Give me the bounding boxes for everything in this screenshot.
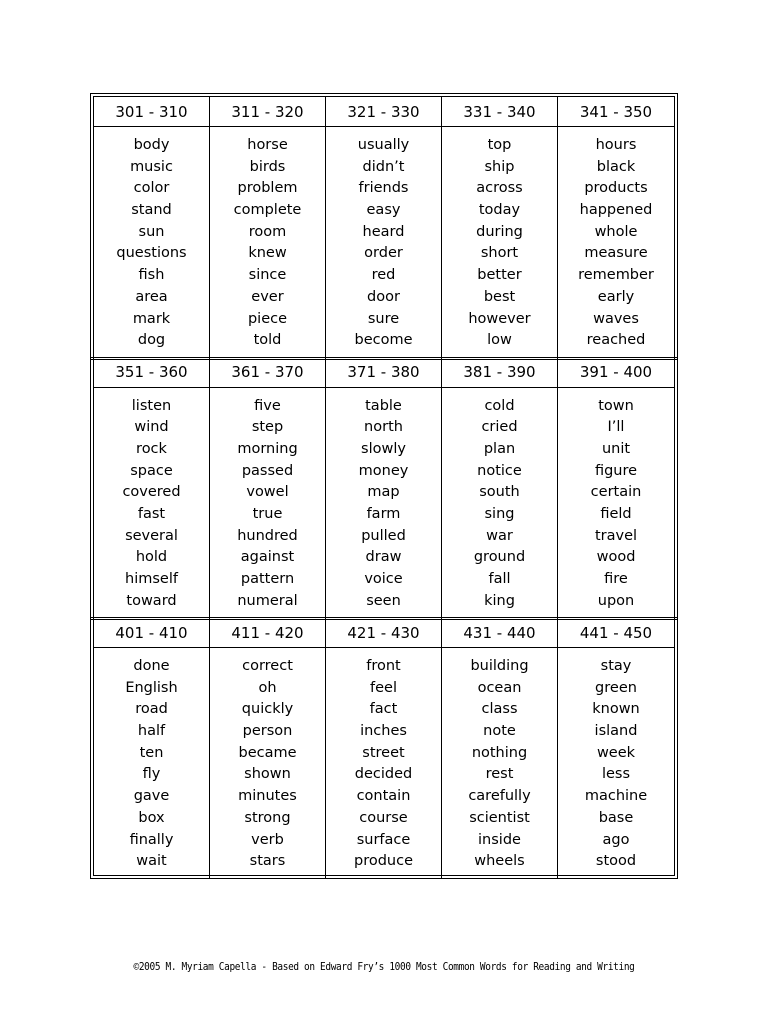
word: upon — [597, 592, 635, 609]
word: nothing — [471, 744, 528, 761]
words-row — [94, 648, 674, 879]
range-header-row — [94, 618, 674, 648]
word: north — [364, 419, 403, 436]
word-column — [442, 388, 558, 619]
word: week — [596, 744, 636, 761]
word: ten — [139, 744, 164, 761]
word: reached — [586, 332, 646, 349]
word: hundred — [237, 527, 298, 544]
word: piece — [247, 310, 288, 327]
copyright-footer: ©2005 M. Myriam Capella - Based on Edward Fry’s 1000 Most Common Words for Reading and Writing — [133, 961, 635, 973]
word: voice — [364, 571, 403, 587]
word: inches — [360, 723, 407, 740]
word: rest — [485, 766, 514, 783]
word: king — [484, 592, 515, 609]
word: decided — [354, 766, 413, 783]
word: easy — [366, 202, 401, 219]
word-column — [558, 127, 674, 358]
word: field — [600, 505, 632, 522]
word: inside — [478, 831, 521, 848]
word: pulled — [361, 527, 406, 544]
word: fire — [604, 571, 628, 587]
word: stood — [595, 853, 637, 870]
word: today — [478, 202, 521, 219]
word: friends — [358, 180, 409, 197]
word: certain — [590, 484, 642, 501]
word: order — [364, 245, 403, 262]
word: area — [135, 288, 168, 305]
word: notice — [477, 462, 522, 479]
word: wind — [134, 419, 169, 436]
word: finally — [129, 831, 174, 848]
word: step — [251, 419, 284, 436]
word: numeral — [237, 592, 298, 609]
word: best — [483, 288, 516, 305]
word: body — [133, 137, 170, 153]
word: whole — [594, 223, 638, 240]
word: known — [592, 701, 640, 718]
word: oh — [258, 679, 277, 696]
range-header: 311 - 320 — [210, 97, 326, 126]
word: machine — [584, 788, 648, 805]
word: correct — [242, 658, 293, 674]
word-block — [94, 618, 674, 879]
word: hours — [595, 137, 637, 153]
word: since — [248, 267, 287, 284]
word: during — [476, 223, 523, 240]
word: sing — [484, 505, 515, 522]
word: mark — [132, 310, 171, 327]
word: passed — [241, 462, 294, 479]
word: surface — [356, 831, 411, 848]
word-column — [558, 388, 674, 619]
word: table — [365, 397, 402, 414]
word: became — [238, 744, 297, 761]
word-column — [442, 127, 558, 358]
word-table-inner — [93, 96, 675, 876]
word: ship — [484, 158, 515, 175]
word: heard — [362, 223, 405, 240]
word: vowel — [246, 484, 289, 501]
range-header: 331 - 340 — [442, 97, 558, 126]
word: waves — [593, 310, 639, 327]
word: toward — [126, 592, 177, 609]
word: shown — [244, 766, 291, 783]
word: minutes — [238, 788, 297, 805]
word: short — [480, 245, 519, 262]
range-header: 401 - 410 — [94, 618, 210, 647]
word-column — [210, 388, 326, 619]
word: fly — [142, 766, 161, 783]
word: room — [248, 223, 287, 240]
word-column — [210, 127, 326, 358]
range-header: 351 - 360 — [94, 358, 210, 387]
word: contain — [356, 788, 411, 805]
word: low — [487, 332, 512, 349]
word-column — [94, 388, 210, 619]
range-header: 431 - 440 — [442, 618, 558, 647]
word: sure — [367, 310, 400, 327]
word: products — [584, 180, 648, 197]
word-column — [210, 648, 326, 879]
word: questions — [116, 245, 187, 262]
word: quickly — [241, 701, 294, 718]
word: top — [487, 137, 512, 153]
word: map — [367, 484, 400, 501]
word: hold — [135, 549, 168, 566]
word: rock — [136, 440, 167, 457]
word: birds — [249, 158, 286, 175]
word: morning — [237, 440, 298, 457]
word: true — [252, 505, 283, 522]
word: carefully — [468, 788, 531, 805]
word-block — [94, 358, 674, 619]
range-header: 391 - 400 — [579, 363, 653, 381]
word-column — [326, 648, 442, 879]
word: money — [358, 462, 409, 479]
word: become — [354, 332, 413, 349]
word: course — [359, 809, 408, 826]
word: scientist — [469, 809, 530, 826]
word: covered — [122, 484, 181, 501]
words-row — [94, 388, 674, 619]
word: English — [125, 679, 178, 696]
word: feel — [370, 679, 397, 696]
word: seen — [366, 592, 401, 609]
word: music — [130, 158, 173, 175]
word: horse — [247, 137, 288, 153]
range-header: 301 - 310 — [94, 97, 210, 126]
word: fish — [138, 267, 165, 284]
word: problem — [237, 180, 298, 197]
word: space — [130, 462, 173, 479]
word: fall — [488, 571, 511, 587]
word: building — [470, 658, 529, 674]
word: road — [135, 701, 168, 718]
word: gave — [133, 788, 170, 805]
word: across — [476, 180, 523, 197]
word: cold — [484, 397, 515, 414]
word: war — [486, 527, 513, 544]
word: measure — [584, 245, 648, 262]
word: figure — [594, 462, 638, 479]
word: island — [594, 723, 638, 740]
word-column — [326, 388, 442, 619]
word: door — [367, 288, 400, 305]
word: better — [477, 267, 522, 284]
word: color — [133, 180, 170, 197]
word-column — [94, 127, 210, 358]
range-header: 321 - 330 — [326, 97, 442, 126]
word: ever — [251, 288, 284, 305]
range-header: 361 - 370 — [210, 358, 326, 387]
range-header: 421 - 430 — [326, 618, 442, 647]
range-header: 371 - 380 — [326, 358, 442, 387]
word: farm — [366, 505, 401, 522]
word: draw — [365, 549, 402, 566]
word: happened — [579, 202, 653, 219]
word: class — [481, 701, 518, 718]
word: less — [601, 766, 631, 783]
word: town — [598, 397, 634, 414]
word: I’ll — [607, 419, 625, 436]
word: cried — [481, 419, 518, 436]
words-row — [94, 127, 674, 358]
word: slowly — [361, 440, 406, 457]
word: ocean — [477, 679, 522, 696]
word-table — [90, 93, 678, 879]
word: listen — [131, 397, 172, 414]
range-header: 381 - 390 — [442, 358, 558, 387]
word-column — [442, 648, 558, 879]
range-header: 341 - 350 — [579, 102, 653, 121]
word: knew — [248, 245, 287, 262]
word: produce — [353, 853, 413, 870]
word: wood — [596, 549, 636, 566]
word: five — [254, 397, 281, 414]
word: green — [595, 679, 637, 696]
word: sun — [138, 223, 165, 240]
word: red — [371, 267, 396, 284]
word: wait — [136, 853, 167, 870]
word-column — [558, 648, 674, 879]
word: ago — [602, 831, 630, 848]
word: pattern — [240, 571, 295, 587]
word-column — [94, 648, 210, 879]
word-column — [326, 127, 442, 358]
word: box — [138, 809, 165, 826]
word: himself — [125, 571, 178, 587]
word: plan — [483, 440, 516, 457]
word: black — [596, 158, 636, 175]
word: ground — [473, 549, 526, 566]
word: remember — [578, 267, 654, 284]
word: wheels — [474, 853, 525, 870]
word: verb — [251, 831, 284, 848]
word: half — [137, 723, 166, 740]
word: against — [240, 549, 295, 566]
word-block — [94, 97, 674, 358]
word: however — [468, 310, 531, 327]
word: south — [479, 484, 520, 501]
range-header-row — [94, 358, 674, 388]
word: several — [125, 527, 178, 544]
word: usually — [357, 137, 410, 153]
word: base — [598, 809, 634, 826]
range-header-row — [94, 97, 674, 127]
word: strong — [244, 809, 291, 826]
word: didn’t — [362, 158, 405, 175]
word: stars — [249, 853, 286, 870]
word: done — [133, 658, 170, 674]
word: told — [253, 332, 282, 349]
word: front — [366, 658, 401, 674]
word: stay — [600, 658, 632, 674]
word: early — [597, 288, 635, 305]
word: travel — [594, 527, 638, 544]
word: complete — [233, 202, 302, 219]
range-header: 441 - 450 — [579, 623, 653, 642]
word: street — [362, 744, 405, 761]
word: dog — [137, 332, 166, 349]
word: note — [483, 723, 516, 740]
word: unit — [601, 440, 631, 457]
word: person — [242, 723, 293, 740]
word: stand — [131, 202, 172, 219]
word: fast — [137, 505, 166, 522]
word: fact — [369, 701, 398, 718]
range-header: 411 - 420 — [210, 618, 326, 647]
